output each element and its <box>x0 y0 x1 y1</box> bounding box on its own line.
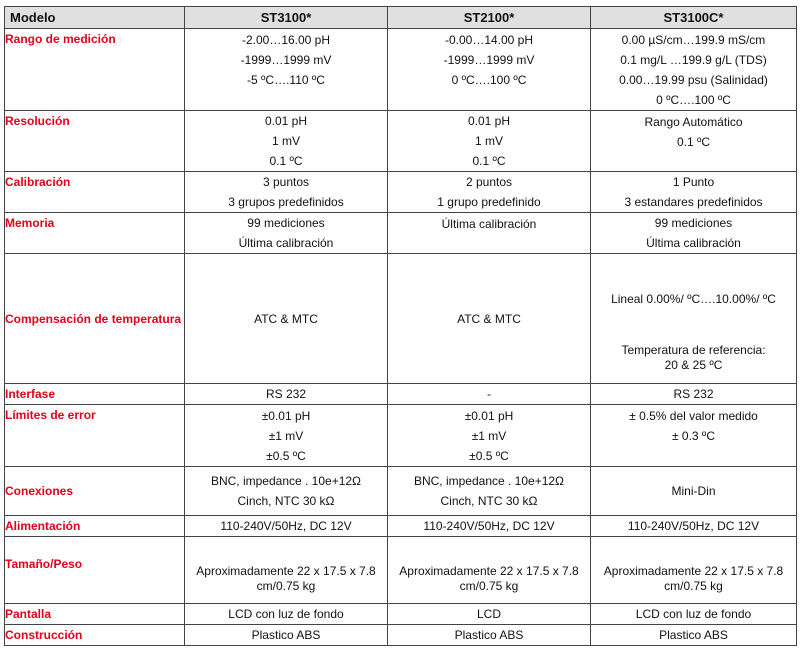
cell-line: Cinch, NTC 30 kΩ <box>440 494 538 508</box>
table-cell: - <box>388 384 591 405</box>
cell-line: ±0.5 ºC <box>266 448 306 463</box>
cell-line: Aproximadamente 22 x 17.5 x 7.8 <box>603 564 784 578</box>
row-label: Pantalla <box>5 604 185 625</box>
table-cell: 110-240V/50Hz, DC 12V <box>388 516 591 537</box>
row-label: Calibración <box>5 172 185 213</box>
cell-line: ±0.01 pH <box>261 408 311 423</box>
row-label: Compensación de temperatura <box>5 254 185 384</box>
table-cell <box>591 467 797 516</box>
cell-line: Cinch, NTC 30 kΩ <box>237 494 335 508</box>
table-cell <box>185 213 388 254</box>
cell-line: -2.00…16.00 pH <box>241 33 331 47</box>
cell-line: ±0.01 pH <box>464 408 514 423</box>
table-row <box>5 254 797 384</box>
row-label: Construcción <box>5 625 185 646</box>
table-row <box>5 604 797 625</box>
table-row <box>5 29 797 111</box>
cell-line: Mini-Din <box>671 484 716 498</box>
table-row <box>5 625 797 646</box>
cell-line: ± 0.5% del valor medido <box>629 409 758 423</box>
cell-line: Última calibración <box>238 236 334 250</box>
header-model: ST3100* <box>185 7 388 29</box>
row-label: Conexiones <box>5 467 185 516</box>
cell-line: Última calibración <box>646 236 741 250</box>
table-cell: Plastico ABS <box>185 625 388 646</box>
row-label: Memoria <box>5 213 185 254</box>
table-row <box>5 467 797 516</box>
table-cell <box>388 29 591 111</box>
cell-line: ± 0.3 ºC <box>672 429 715 443</box>
cell-line: 1 grupo predefinido <box>437 195 541 209</box>
table-cell <box>185 405 388 467</box>
table-cell <box>388 172 591 213</box>
cell-line: 0.01 pH <box>467 114 511 128</box>
table-cell <box>591 254 797 384</box>
cell-line: -5 ºC….110 ºC <box>247 73 325 87</box>
table-cell <box>388 213 591 254</box>
table-cell <box>388 537 591 604</box>
cell-line: Lineal 0.00%/ ºC….10.00%/ ºC <box>611 291 776 306</box>
row-label: Tamaño/Peso <box>5 537 185 604</box>
table-cell: 110-240V/50Hz, DC 12V <box>591 516 797 537</box>
cell-line: BNC, impedance . 10e+12Ω <box>413 474 565 488</box>
cell-line: 1 mV <box>474 134 503 148</box>
table-cell <box>185 172 388 213</box>
cell-line: 99 mediciones <box>247 216 325 230</box>
table-cell <box>185 467 388 516</box>
cell-line: ±1 mV <box>268 428 304 443</box>
table-row <box>5 384 797 405</box>
cell-line: Aproximadamente 22 x 17.5 x 7.8 <box>399 564 579 578</box>
row-label: Interfase <box>5 384 185 405</box>
cell-line: Temperatura de referencia: <box>621 342 766 357</box>
table-cell: LCD con luz de fondo <box>591 604 797 625</box>
cell-line: cm/0.75 kg <box>256 579 316 593</box>
cell-line: 3 puntos <box>262 175 310 189</box>
table-cell <box>185 111 388 172</box>
cell-line: Aproximadamente 22 x 17.5 x 7.8 <box>196 564 376 578</box>
table-row <box>5 516 797 537</box>
cell-line: 1 Punto <box>672 175 715 189</box>
table-row <box>5 537 797 604</box>
cell-line: -0.00…14.00 pH <box>444 33 534 47</box>
cell-line: ATC & MTC <box>457 311 521 326</box>
cell-line: ±1 mV <box>471 428 507 443</box>
cell-line: 1 mV <box>271 134 300 148</box>
table-cell <box>185 254 388 384</box>
cell-line: 0.1 mg/L …199.9 g/L (TDS) <box>620 53 767 67</box>
cell-line: 20 & 25 ºC <box>664 357 723 372</box>
cell-line: Rango Automático <box>644 115 743 129</box>
cell-line: ATC & MTC <box>254 311 318 326</box>
header-model: ST2100* <box>388 7 591 29</box>
cell-line: 0.00 µS/cm…199.9 mS/cm <box>621 33 766 47</box>
table-cell: RS 232 <box>185 384 388 405</box>
header-row <box>5 7 797 29</box>
cell-line: cm/0.75 kg <box>459 579 519 593</box>
table-cell <box>388 405 591 467</box>
table-cell <box>185 537 388 604</box>
table-cell <box>388 254 591 384</box>
table-row <box>5 405 797 467</box>
row-label: Rango de medición <box>5 29 185 111</box>
table-row <box>5 172 797 213</box>
cell-line: 0 ºC….100 ºC <box>656 93 731 107</box>
table-cell <box>591 29 797 111</box>
table-cell <box>591 537 797 604</box>
header-label: Modelo <box>5 7 185 29</box>
row-label: Alimentación <box>5 516 185 537</box>
table-cell: 110-240V/50Hz, DC 12V <box>185 516 388 537</box>
table-cell <box>591 111 797 172</box>
cell-line: Última calibración <box>441 217 537 231</box>
table-row <box>5 111 797 172</box>
cell-line: 0.01 pH <box>264 114 308 128</box>
table-cell: RS 232 <box>591 384 797 405</box>
spec-table <box>4 6 797 646</box>
cell-line: 99 mediciones <box>654 216 733 230</box>
cell-line: 0 ºC….100 ºC <box>451 73 527 87</box>
cell-line: BNC, impedance . 10e+12Ω <box>210 474 362 488</box>
table-cell <box>591 213 797 254</box>
table-cell <box>388 111 591 172</box>
table-cell: Plastico ABS <box>388 625 591 646</box>
cell-line: 0.1 ºC <box>676 135 711 149</box>
row-label: Límites de error <box>5 405 185 467</box>
cell-line: -1999…1999 mV <box>240 53 332 67</box>
table-cell: LCD con luz de fondo <box>185 604 388 625</box>
table-cell <box>591 172 797 213</box>
cell-line: ±0.5 ºC <box>469 448 509 463</box>
cell-line: 0.1 ºC <box>472 154 506 168</box>
cell-line: 0.00…19.99 psu (Salinidad) <box>619 73 768 87</box>
table-cell <box>591 405 797 467</box>
header-model: ST3100C* <box>591 7 797 29</box>
row-label: Resolución <box>5 111 185 172</box>
table-cell: LCD <box>388 604 591 625</box>
table-cell <box>185 29 388 111</box>
table-row <box>5 213 797 254</box>
cell-line: 3 estandares predefinidos <box>624 195 763 209</box>
cell-line: 0.1 ºC <box>269 154 303 168</box>
cell-line: 3 grupos predefinidos <box>228 195 344 209</box>
cell-line: 2 puntos <box>465 175 513 189</box>
cell-line: -1999…1999 mV <box>443 53 535 67</box>
cell-line: cm/0.75 kg <box>664 579 723 593</box>
table-cell <box>388 467 591 516</box>
table-cell: Plastico ABS <box>591 625 797 646</box>
